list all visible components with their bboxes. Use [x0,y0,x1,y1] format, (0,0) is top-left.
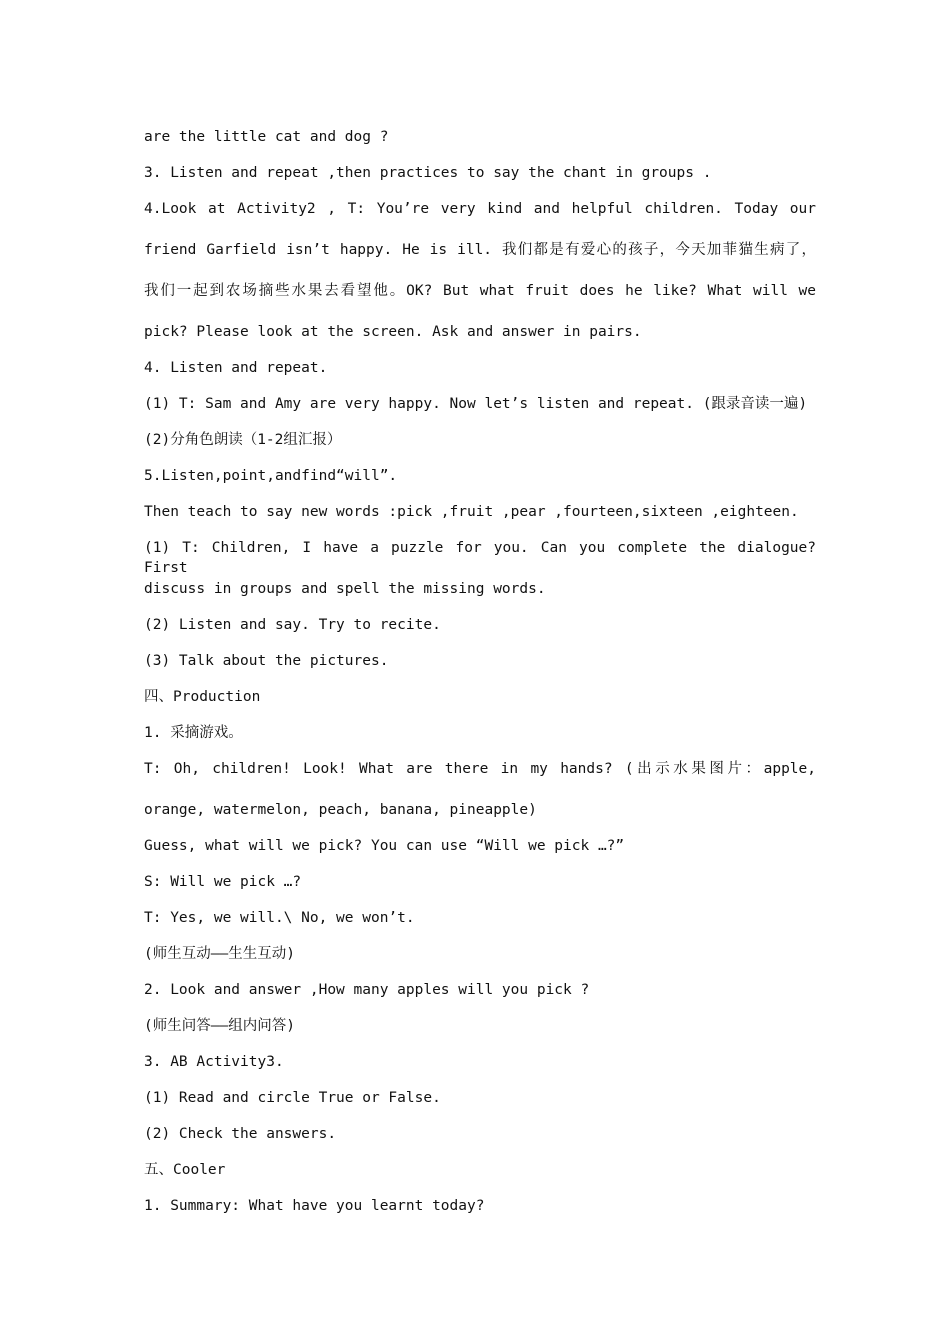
text-line: (师生问答——组内问答) [144,1018,295,1034]
text-line: discuss in groups and spell the missing words. [144,581,546,597]
text-line: 2. Look and answer ,How many apples will you pick ? [144,982,590,998]
text-line: orange, watermelon, peach, banana, pineapple) [144,802,537,818]
text-line: 1. Summary: What have you learnt today? [144,1198,485,1214]
text-line: 3. AB Activity3. [144,1054,284,1070]
text-line: 我们一起到农场摘些水果去看望他。OK? But what fruit does he like? What will we [144,283,816,299]
text-line: (2) Check the answers. [144,1126,337,1142]
text-line: (3) Talk about the pictures. [144,653,389,669]
text-line: (2) Listen and say. Try to recite. [144,617,441,633]
text-line: S: Will we pick …? [144,874,302,890]
text-line: friend Garfield isn’t happy. He is ill. 我们都是有爱心的孩子，今天加菲猫生病了， [144,242,816,258]
text-line: 5.Listen,point,andfind“will”. [144,468,398,484]
text-line: are the little cat and dog ? [144,129,389,145]
text-line: Guess, what will we pick? You can use “Will we pick …?” [144,838,625,854]
text-line: T: Oh, children! Look! What are there in my hands? (出示水果图片：apple, [144,761,816,777]
text-line: (1) T: Children, I have a puzzle for you. Can you complete the dialogue? First [144,540,816,576]
text-line: (1) T: Sam and Amy are very happy. Now let’s listen and repeat. (跟录音读一遍) [144,396,808,412]
text-line: (2)分角色朗读（1-2组汇报） [144,432,342,448]
section-heading: 五、Cooler [144,1162,226,1178]
text-line: Then teach to say new words :pick ,fruit ,pear ,fourteen,sixteen ,eighteen. [144,504,799,520]
text-line: T: Yes, we will.\ No, we won’t. [144,910,415,926]
section-heading: 四、Production [144,689,261,705]
text-line: (师生互动——生生互动) [144,946,295,962]
text-line: (1) Read and circle True or False. [144,1090,441,1106]
text-line: 4. Listen and repeat. [144,360,328,376]
text-line: 1. 采摘游戏。 [144,725,243,741]
text-line: pick? Please look at the screen. Ask and answer in pairs. [144,324,642,340]
text-line: 3. Listen and repeat ,then practices to say the chant in groups . [144,165,712,181]
text-line: 4.Look at Activity2 , T: You’re very kind and helpful children. Today our [144,201,816,217]
